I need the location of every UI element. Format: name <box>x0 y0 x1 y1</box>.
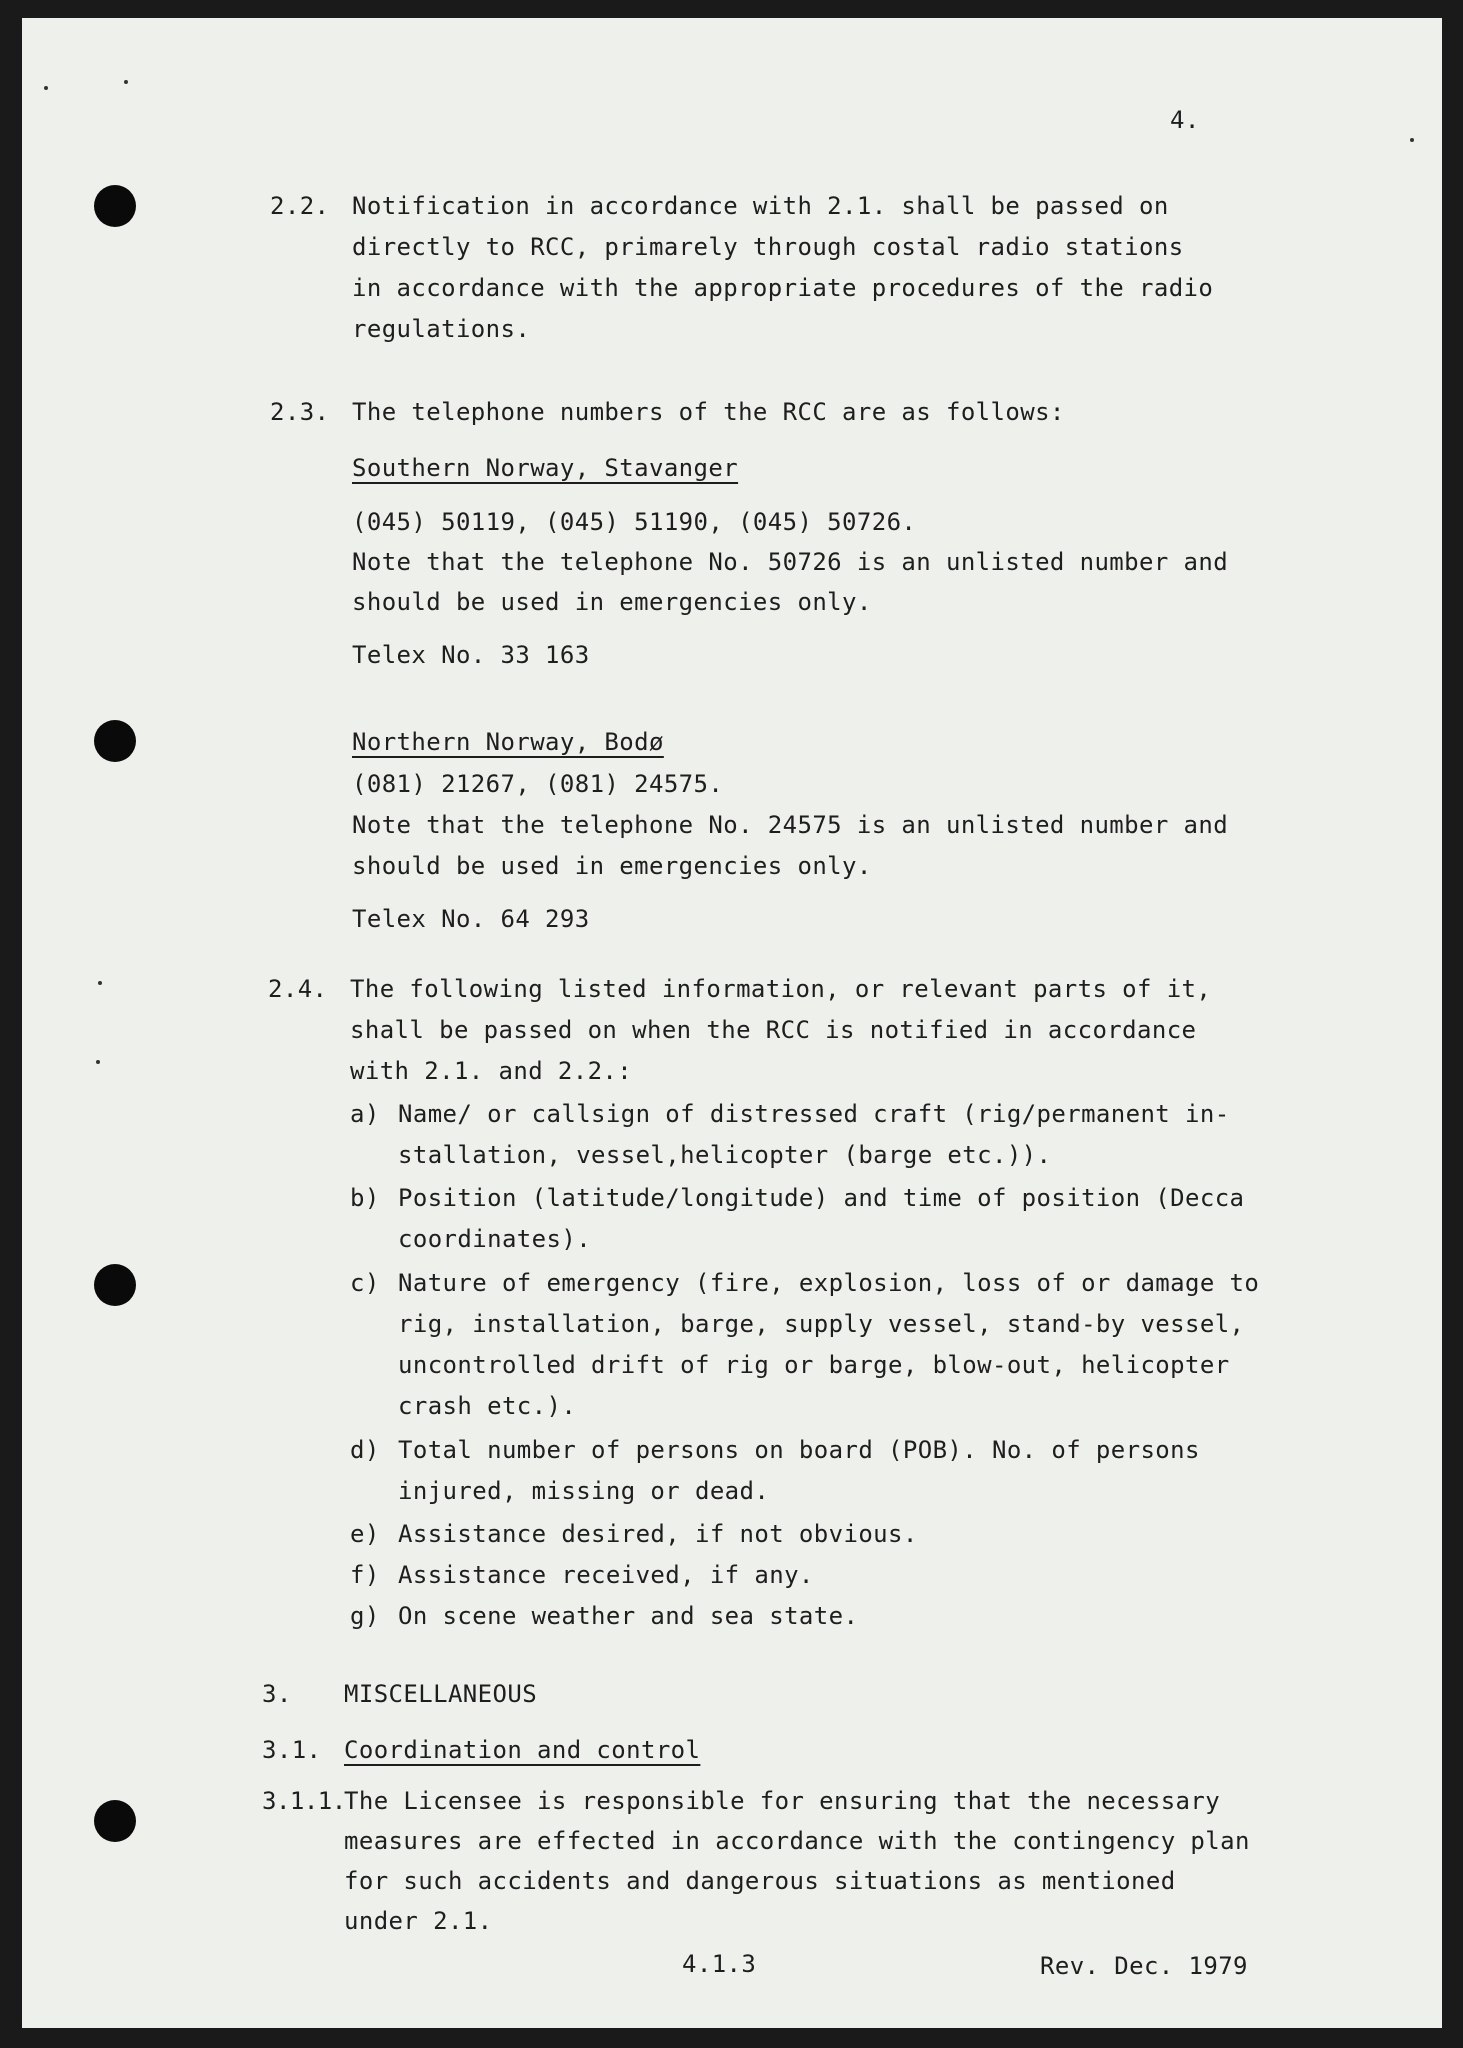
paragraph-line: with 2.1. and 2.2.: <box>350 1057 633 1085</box>
paragraph-line: Note that the telephone No. 24575 is an unlisted number and <box>352 811 1229 839</box>
footer-revision: Rev. Dec. 1979 <box>1040 1952 1248 1980</box>
paragraph-line: The following listed information, or relevant parts of it, <box>350 975 1212 1003</box>
paragraph-line: for such accidents and dangerous situations as mentioned <box>344 1867 1176 1895</box>
paragraph-line: directly to RCC, primarely through costal radio stations <box>352 233 1184 261</box>
list-item-line: Assistance received, if any. <box>398 1561 814 1589</box>
paragraph-line: should be used in emergencies only. <box>352 588 872 616</box>
paragraph-line: shall be passed on when the RCC is notified in accordance <box>350 1016 1197 1044</box>
paragraph-line: in accordance with the appropriate procedures of the radio <box>352 274 1214 302</box>
paragraph-line: The Licensee is responsible for ensuring that the necessary <box>344 1787 1221 1815</box>
footer-code: 4.1.3 <box>682 1950 757 1978</box>
punch-hole <box>94 185 136 227</box>
list-item-line: stallation, vessel,helicopter (barge etc.)). <box>398 1141 1052 1169</box>
list-item-line: rig, installation, barge, supply vessel, stand-by vessel, <box>398 1310 1245 1338</box>
telex-number: Telex No. 33 163 <box>352 641 590 669</box>
phone-numbers: (081) 21267, (081) 24575. <box>352 770 724 798</box>
list-label: g) <box>350 1602 380 1630</box>
list-item-line: injured, missing or dead. <box>398 1477 770 1505</box>
paragraph-line: Note that the telephone No. 50726 is an unlisted number and <box>352 548 1229 576</box>
section-number: 3.1.1. <box>262 1787 346 1815</box>
paragraph-line: The telephone numbers of the RCC are as follows: <box>352 398 1065 426</box>
section-number: 2.3. <box>270 398 330 426</box>
list-item-line: Position (latitude/longitude) and time of position (Decca <box>398 1184 1245 1212</box>
paragraph-line: Notification in accordance with 2.1. shall be passed on <box>352 192 1169 220</box>
section-title: MISCELLANEOUS <box>344 1680 538 1708</box>
list-item-line: coordinates). <box>398 1225 592 1253</box>
page-number: 4. <box>1170 106 1200 134</box>
subheading-southern: Southern Norway, Stavanger <box>352 454 739 482</box>
punch-hole <box>94 720 136 762</box>
section-title: Coordination and control <box>344 1736 701 1764</box>
speck <box>98 981 102 985</box>
list-label: d) <box>350 1436 380 1464</box>
subheading-northern: Northern Norway, Bodø <box>352 728 664 756</box>
list-item-line: uncontrolled drift of rig or barge, blow-out, helicopter <box>398 1351 1230 1379</box>
document-page <box>22 18 1442 2028</box>
speck <box>1410 138 1414 142</box>
phone-numbers: (045) 50119, (045) 51190, (045) 50726. <box>352 508 917 536</box>
list-item-line: Total number of persons on board (POB). No. of persons <box>398 1436 1200 1464</box>
list-item-line: Nature of emergency (fire, explosion, loss of or damage to <box>398 1269 1260 1297</box>
list-item-line: Assistance desired, if not obvious. <box>398 1520 918 1548</box>
list-label: a) <box>350 1100 380 1128</box>
section-number: 3.1. <box>262 1736 322 1764</box>
paragraph-line: regulations. <box>352 315 531 343</box>
section-number: 2.2. <box>270 192 330 220</box>
punch-hole <box>94 1800 136 1842</box>
section-number: 2.4. <box>268 975 328 1003</box>
list-item-line: Name/ or callsign of distressed craft (rig/permanent in- <box>398 1100 1230 1128</box>
speck <box>124 80 128 84</box>
paragraph-line: measures are effected in accordance with the contingency plan <box>344 1827 1250 1855</box>
speck <box>44 86 48 90</box>
list-item-line: crash etc.). <box>398 1392 577 1420</box>
list-label: f) <box>350 1561 380 1589</box>
telex-number: Telex No. 64 293 <box>352 905 590 933</box>
list-label: c) <box>350 1269 380 1297</box>
paragraph-line: under 2.1. <box>344 1907 493 1935</box>
list-label: b) <box>350 1184 380 1212</box>
speck <box>96 1060 100 1064</box>
paragraph-line: should be used in emergencies only. <box>352 852 872 880</box>
list-item-line: On scene weather and sea state. <box>398 1602 859 1630</box>
list-label: e) <box>350 1520 380 1548</box>
punch-hole <box>94 1264 136 1306</box>
section-number: 3. <box>262 1680 292 1708</box>
